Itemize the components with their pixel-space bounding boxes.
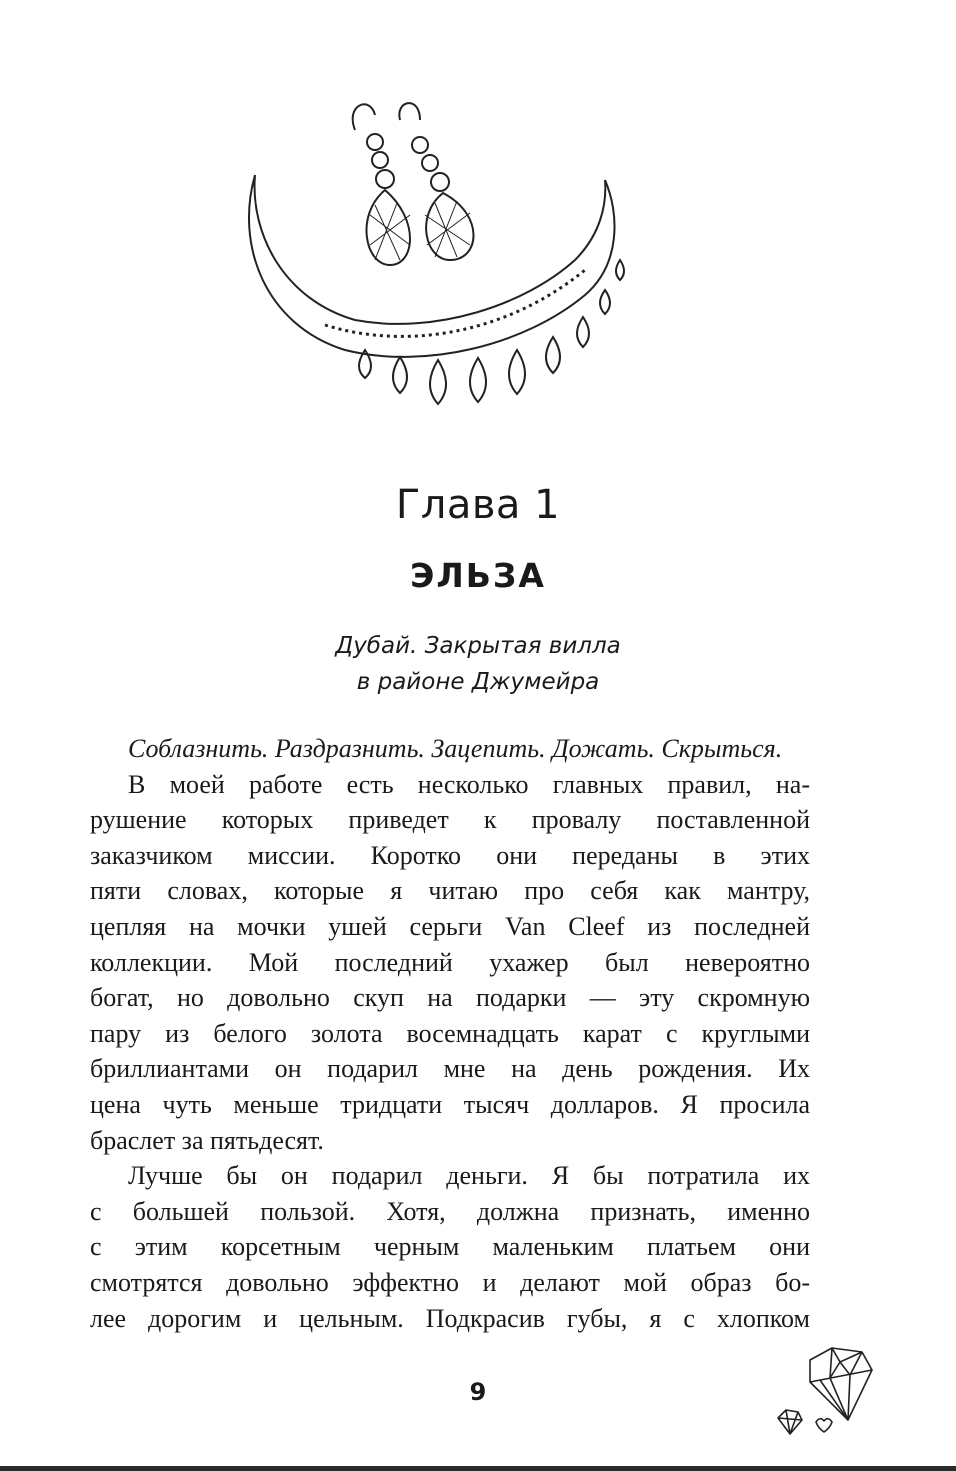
bottom-rule	[0, 1466, 956, 1471]
text-line: бриллиантами он подарил мне на день рождения. Их	[90, 1054, 810, 1084]
location-subtitle	[0, 628, 956, 700]
chapter-name: ЭЛЬЗА	[410, 556, 546, 595]
text-line: цена чуть меньше тридцати тысяч долларов. Я просила	[90, 1089, 810, 1119]
text-line: с большей пользой. Хотя, должна признать, именно	[90, 1196, 810, 1226]
text-line: смотрятся довольно эффектно и делают мой образ бо-	[90, 1267, 810, 1297]
text-line: В моей работе есть несколько главных правил, на-	[128, 769, 810, 799]
text-line: с этим корсетным черным маленьким платьем они	[90, 1232, 810, 1262]
necklace-and-earrings-icon	[225, 95, 645, 435]
text-line: коллекции. Мой последний ухажер был невероятно	[90, 947, 810, 977]
chapter-title: Глава 1	[395, 482, 561, 528]
text-line: заказчиком миссии. Коротко они переданы в этих	[90, 840, 810, 870]
text-line: браслет за пятьдесят.	[90, 1125, 324, 1155]
body-text	[90, 731, 810, 1336]
text-line: цепляя на мочки ушей серьги Van Cleef из последней	[90, 911, 810, 941]
text-line: Соблазнить. Раздразнить. Зацепить. Дожать. Скрыться.	[128, 734, 783, 763]
text-line: Лучше бы он подарил деньги. Я бы потратила их	[128, 1161, 810, 1191]
location-line: Дубай. Закрытая вилла	[335, 633, 621, 659]
text-line: пяти словах, которые я читаю про себя как мантру,	[90, 876, 810, 906]
text-line: лее дорогим и цельным. Подкрасив губы, я с хлопком	[90, 1303, 810, 1333]
text-line: богат, но довольно скуп на подарки — эту скромную	[90, 983, 810, 1013]
text-line: рушение которых приведет к провалу поставленной	[90, 805, 810, 835]
location-line: в районе Джумейра	[356, 669, 600, 695]
text-line: пару из белого золота восемнадцать карат с круглыми	[90, 1018, 810, 1048]
page-number: 9	[469, 1378, 487, 1406]
diamonds-icon	[770, 1340, 880, 1440]
